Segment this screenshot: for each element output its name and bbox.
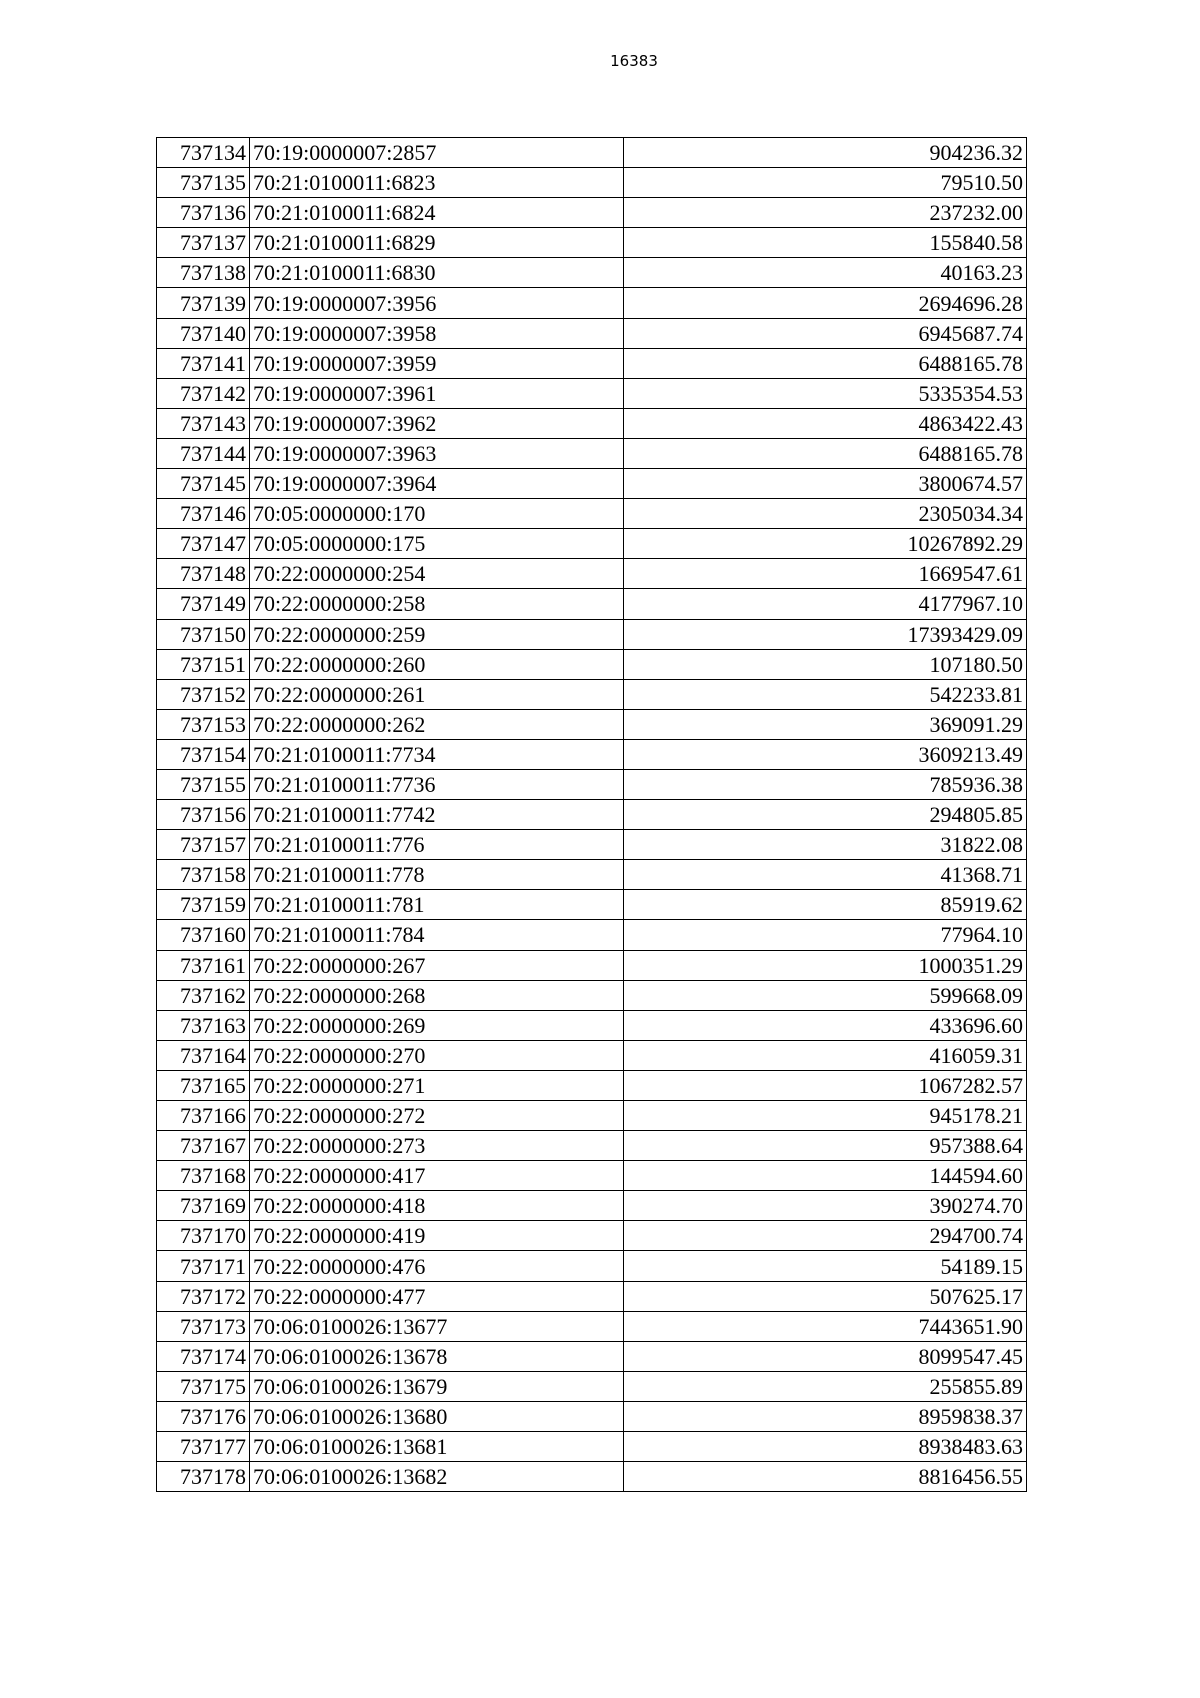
- cadastral-number-cell: 70:22:0000000:258: [250, 589, 624, 619]
- table-row: [157, 1101, 1027, 1131]
- table-row: [157, 228, 1027, 258]
- row-id-cell: 737137: [157, 228, 250, 258]
- row-id-cell: 737177: [157, 1432, 250, 1462]
- cadastral-number-cell: 70:05:0000000:170: [250, 499, 624, 529]
- row-id-cell: 737178: [157, 1462, 250, 1492]
- value-cell: 155840.58: [624, 228, 1027, 258]
- table-row: [157, 408, 1027, 438]
- row-id-cell: 737159: [157, 890, 250, 920]
- value-cell: 255855.89: [624, 1371, 1027, 1401]
- table-row: [157, 1040, 1027, 1070]
- value-cell: 31822.08: [624, 830, 1027, 860]
- table-row: [157, 438, 1027, 468]
- table-row: [157, 1371, 1027, 1401]
- cadastral-number-cell: 70:19:0000007:3958: [250, 318, 624, 348]
- value-cell: 79510.50: [624, 168, 1027, 198]
- cadastral-number-cell: 70:22:0000000:267: [250, 950, 624, 980]
- row-id-cell: 737165: [157, 1070, 250, 1100]
- cadastral-number-cell: 70:21:0100011:6824: [250, 198, 624, 228]
- cadastral-number-cell: 70:21:0100011:6829: [250, 228, 624, 258]
- value-cell: 107180.50: [624, 649, 1027, 679]
- table-row: [157, 950, 1027, 980]
- cadastral-number-cell: 70:06:0100026:13677: [250, 1311, 624, 1341]
- row-id-cell: 737156: [157, 800, 250, 830]
- value-cell: 144594.60: [624, 1161, 1027, 1191]
- row-id-cell: 737161: [157, 950, 250, 980]
- table-row: [157, 499, 1027, 529]
- table-row: [157, 1311, 1027, 1341]
- table-row: [157, 1070, 1027, 1100]
- table-row: [157, 769, 1027, 799]
- table-row: [157, 559, 1027, 589]
- page-number: 16383: [610, 52, 658, 70]
- row-id-cell: 737145: [157, 469, 250, 499]
- cadastral-number-cell: 70:21:0100011:776: [250, 830, 624, 860]
- value-cell: 957388.64: [624, 1131, 1027, 1161]
- row-id-cell: 737164: [157, 1040, 250, 1070]
- value-cell: 1067282.57: [624, 1070, 1027, 1100]
- table-row: [157, 890, 1027, 920]
- row-id-cell: 737166: [157, 1101, 250, 1131]
- table-row: [157, 258, 1027, 288]
- row-id-cell: 737167: [157, 1131, 250, 1161]
- table-row: [157, 679, 1027, 709]
- value-cell: 294700.74: [624, 1221, 1027, 1251]
- table-row: [157, 1191, 1027, 1221]
- cadastral-number-cell: 70:19:0000007:3956: [250, 288, 624, 318]
- value-cell: 54189.15: [624, 1251, 1027, 1281]
- cadastral-number-cell: 70:21:0100011:781: [250, 890, 624, 920]
- cadastral-number-cell: 70:06:0100026:13682: [250, 1462, 624, 1492]
- value-cell: 85919.62: [624, 890, 1027, 920]
- table-row: [157, 980, 1027, 1010]
- table-row: [157, 198, 1027, 228]
- cadastral-number-cell: 70:06:0100026:13680: [250, 1401, 624, 1431]
- value-cell: 6945687.74: [624, 318, 1027, 348]
- row-id-cell: 737151: [157, 649, 250, 679]
- cadastral-number-cell: 70:22:0000000:269: [250, 1010, 624, 1040]
- row-id-cell: 737163: [157, 1010, 250, 1040]
- value-cell: 904236.32: [624, 138, 1027, 168]
- cadastral-number-cell: 70:22:0000000:273: [250, 1131, 624, 1161]
- table-row: [157, 1281, 1027, 1311]
- table-row: [157, 860, 1027, 890]
- cadastral-number-cell: 70:22:0000000:262: [250, 709, 624, 739]
- value-cell: 41368.71: [624, 860, 1027, 890]
- row-id-cell: 737144: [157, 438, 250, 468]
- value-cell: 433696.60: [624, 1010, 1027, 1040]
- table-row: [157, 1341, 1027, 1371]
- table-row: [157, 529, 1027, 559]
- row-id-cell: 737143: [157, 408, 250, 438]
- value-cell: 40163.23: [624, 258, 1027, 288]
- cadastral-number-cell: 70:21:0100011:778: [250, 860, 624, 890]
- row-id-cell: 737139: [157, 288, 250, 318]
- value-cell: 294805.85: [624, 800, 1027, 830]
- row-id-cell: 737147: [157, 529, 250, 559]
- cadastral-number-cell: 70:21:0100011:7734: [250, 739, 624, 769]
- table-row: [157, 348, 1027, 378]
- value-cell: 945178.21: [624, 1101, 1027, 1131]
- row-id-cell: 737169: [157, 1191, 250, 1221]
- table-row: [157, 800, 1027, 830]
- cadastral-number-cell: 70:22:0000000:272: [250, 1101, 624, 1131]
- value-cell: 507625.17: [624, 1281, 1027, 1311]
- value-cell: 1669547.61: [624, 559, 1027, 589]
- row-id-cell: 737172: [157, 1281, 250, 1311]
- value-cell: 8938483.63: [624, 1432, 1027, 1462]
- row-id-cell: 737153: [157, 709, 250, 739]
- row-id-cell: 737175: [157, 1371, 250, 1401]
- row-id-cell: 737155: [157, 769, 250, 799]
- row-id-cell: 737148: [157, 559, 250, 589]
- table-body: [157, 138, 1027, 1492]
- value-cell: 4177967.10: [624, 589, 1027, 619]
- row-id-cell: 737136: [157, 198, 250, 228]
- row-id-cell: 737154: [157, 739, 250, 769]
- cadastral-number-cell: 70:06:0100026:13681: [250, 1432, 624, 1462]
- cadastral-number-cell: 70:22:0000000:271: [250, 1070, 624, 1100]
- cadastral-number-cell: 70:22:0000000:477: [250, 1281, 624, 1311]
- table-row: [157, 1010, 1027, 1040]
- cadastral-number-cell: 70:19:0000007:3962: [250, 408, 624, 438]
- value-cell: 6488165.78: [624, 348, 1027, 378]
- row-id-cell: 737158: [157, 860, 250, 890]
- row-id-cell: 737160: [157, 920, 250, 950]
- value-cell: 10267892.29: [624, 529, 1027, 559]
- value-cell: 237232.00: [624, 198, 1027, 228]
- table-row: [157, 649, 1027, 679]
- table-row: [157, 288, 1027, 318]
- cadastral-number-cell: 70:21:0100011:7742: [250, 800, 624, 830]
- table-row: [157, 378, 1027, 408]
- cadastral-number-cell: 70:22:0000000:254: [250, 559, 624, 589]
- table-row: [157, 1251, 1027, 1281]
- row-id-cell: 737150: [157, 619, 250, 649]
- value-cell: 3800674.57: [624, 469, 1027, 499]
- value-cell: 390274.70: [624, 1191, 1027, 1221]
- cadastral-number-cell: 70:21:0100011:6823: [250, 168, 624, 198]
- cadastral-number-cell: 70:05:0000000:175: [250, 529, 624, 559]
- table-row: [157, 739, 1027, 769]
- row-id-cell: 737152: [157, 679, 250, 709]
- table-row: [157, 318, 1027, 348]
- value-cell: 5335354.53: [624, 378, 1027, 408]
- value-cell: 7443651.90: [624, 1311, 1027, 1341]
- value-cell: 8959838.37: [624, 1401, 1027, 1431]
- cadastral-number-cell: 70:06:0100026:13678: [250, 1341, 624, 1371]
- cadastral-number-cell: 70:22:0000000:260: [250, 649, 624, 679]
- row-id-cell: 737135: [157, 168, 250, 198]
- value-cell: 77964.10: [624, 920, 1027, 950]
- row-id-cell: 737140: [157, 318, 250, 348]
- row-id-cell: 737174: [157, 1341, 250, 1371]
- table-row: [157, 709, 1027, 739]
- table-row: [157, 1432, 1027, 1462]
- value-cell: 17393429.09: [624, 619, 1027, 649]
- cadastral-number-cell: 70:22:0000000:270: [250, 1040, 624, 1070]
- row-id-cell: 737134: [157, 138, 250, 168]
- table-row: [157, 1401, 1027, 1431]
- value-cell: 8099547.45: [624, 1341, 1027, 1371]
- value-cell: 8816456.55: [624, 1462, 1027, 1492]
- cadastral-number-cell: 70:19:0000007:3959: [250, 348, 624, 378]
- value-cell: 2305034.34: [624, 499, 1027, 529]
- table-row: [157, 830, 1027, 860]
- value-cell: 6488165.78: [624, 438, 1027, 468]
- row-id-cell: 737176: [157, 1401, 250, 1431]
- value-cell: 785936.38: [624, 769, 1027, 799]
- row-id-cell: 737157: [157, 830, 250, 860]
- cadastral-number-cell: 70:19:0000007:2857: [250, 138, 624, 168]
- value-cell: 542233.81: [624, 679, 1027, 709]
- table-row: [157, 619, 1027, 649]
- row-id-cell: 737173: [157, 1311, 250, 1341]
- table-row: [157, 920, 1027, 950]
- row-id-cell: 737149: [157, 589, 250, 619]
- value-cell: 2694696.28: [624, 288, 1027, 318]
- cadastral-number-cell: 70:06:0100026:13679: [250, 1371, 624, 1401]
- row-id-cell: 737142: [157, 378, 250, 408]
- cadastral-number-cell: 70:22:0000000:261: [250, 679, 624, 709]
- cadastral-number-cell: 70:21:0100011:784: [250, 920, 624, 950]
- value-cell: 599668.09: [624, 980, 1027, 1010]
- cadastral-number-cell: 70:19:0000007:3963: [250, 438, 624, 468]
- value-cell: 1000351.29: [624, 950, 1027, 980]
- row-id-cell: 737138: [157, 258, 250, 288]
- value-cell: 3609213.49: [624, 739, 1027, 769]
- cadastral-number-cell: 70:19:0000007:3961: [250, 378, 624, 408]
- row-id-cell: 737171: [157, 1251, 250, 1281]
- value-cell: 4863422.43: [624, 408, 1027, 438]
- cadastral-number-cell: 70:22:0000000:476: [250, 1251, 624, 1281]
- table-row: [157, 1221, 1027, 1251]
- row-id-cell: 737162: [157, 980, 250, 1010]
- value-cell: 369091.29: [624, 709, 1027, 739]
- cadastral-number-cell: 70:22:0000000:419: [250, 1221, 624, 1251]
- table-row: [157, 1462, 1027, 1492]
- cadastral-number-cell: 70:22:0000000:259: [250, 619, 624, 649]
- row-id-cell: 737170: [157, 1221, 250, 1251]
- row-id-cell: 737141: [157, 348, 250, 378]
- cadastral-number-cell: 70:22:0000000:417: [250, 1161, 624, 1191]
- table-row: [157, 168, 1027, 198]
- table-row: [157, 138, 1027, 168]
- cadastral-number-cell: 70:21:0100011:7736: [250, 769, 624, 799]
- row-id-cell: 737168: [157, 1161, 250, 1191]
- table-row: [157, 589, 1027, 619]
- cadastral-number-cell: 70:22:0000000:418: [250, 1191, 624, 1221]
- table-row: [157, 469, 1027, 499]
- cadastral-number-cell: 70:21:0100011:6830: [250, 258, 624, 288]
- cadastral-value-table: [156, 137, 1027, 1492]
- cadastral-number-cell: 70:19:0000007:3964: [250, 469, 624, 499]
- table-row: [157, 1131, 1027, 1161]
- cadastral-number-cell: 70:22:0000000:268: [250, 980, 624, 1010]
- value-cell: 416059.31: [624, 1040, 1027, 1070]
- row-id-cell: 737146: [157, 499, 250, 529]
- table-row: [157, 1161, 1027, 1191]
